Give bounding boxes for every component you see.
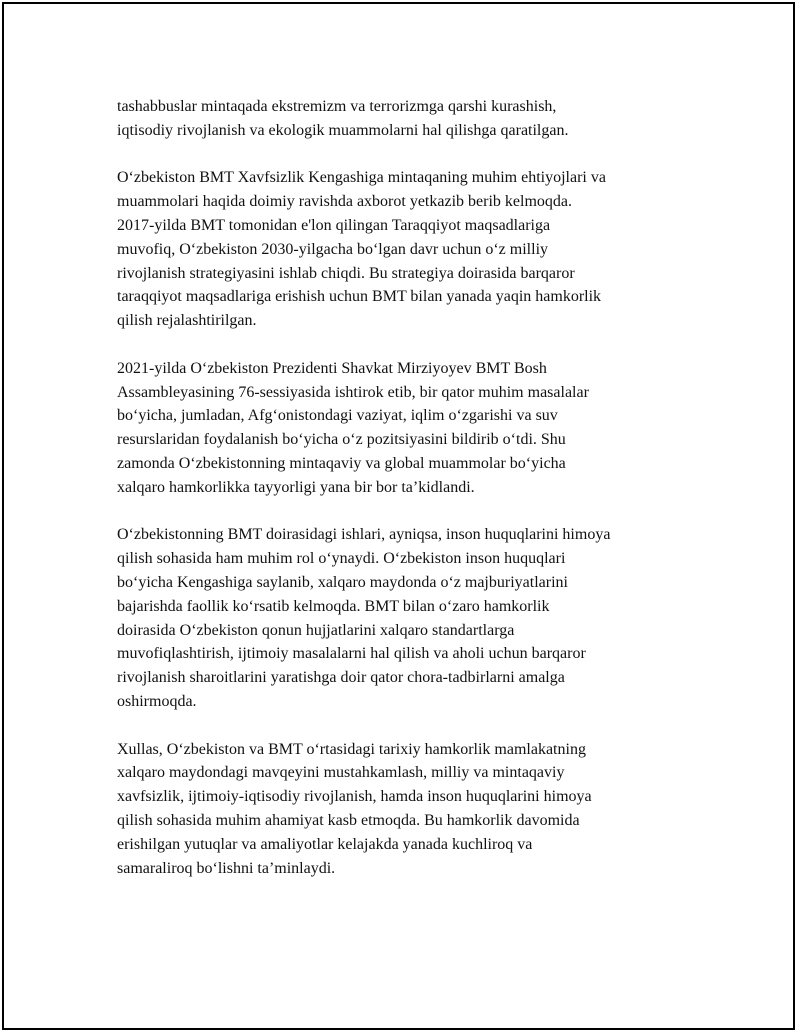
document-body	[117, 95, 692, 904]
text-line: muvofiqlashtirish, ijtimoiy masalalarni hal qilish va aholi uchun barqaror	[117, 645, 586, 663]
text-line: doirasida O‘zbekiston qonun hujjatlarini xalqaro standartlarga	[117, 621, 515, 639]
text-line: muammolari haqida doimiy ravishda axborot yetkazib berib kelmoqda.	[117, 193, 572, 211]
text-line: qilish rejalashtirilgan.	[117, 312, 257, 330]
paragraph-2	[117, 166, 692, 333]
text-line: bo‘yicha Kengashiga saylanib, xalqaro maydonda o‘z majburiyatlarini	[117, 573, 568, 591]
text-line: rivojlanish strategiyasini ishlab chiqdi. Bu strategiya doirasida barqaror	[117, 264, 575, 282]
text-line: resurslaridan foydalanish bo‘yicha o‘z pozitsiyasini bildirib o‘tdi. Shu	[117, 431, 566, 449]
text-line: xalqaro maydondagi mavqeyini mustahkamlash, milliy va mintaqaviy	[117, 764, 565, 782]
text-line: tashabbuslar mintaqada ekstremizm va terrorizmga qarshi kurashish,	[117, 98, 557, 115]
text-line: O‘zbekistonning BMT doirasidagi ishlari, ayniqsa, inson huquqlarini himoya	[117, 526, 611, 544]
text-line: bo‘yicha, jumladan, Afg‘onistondagi vaziyat, iqlim o‘zgarishi va suv	[117, 407, 558, 425]
text-line: xavfsizlik, ijtimoiy-iqtisodiy rivojlanish, hamda inson huquqlarini himoya	[117, 788, 592, 806]
text-line: 2017-yilda BMT tomonidan e'lon qilingan Taraqqiyot maqsadlariga	[117, 216, 551, 234]
text-line: qilish sohasida muhim ahamiyat kasb etmoqda. Bu hamkorlik davomida	[117, 811, 580, 829]
text-line: Xullas, O‘zbekiston va BMT o‘rtasidagi tarixiy hamkorlik mamlakatning	[117, 740, 586, 758]
paragraph-4	[117, 523, 692, 713]
text-line: O‘zbekiston BMT Xavfsizlik Kengashiga mintaqaning muhim ehtiyojlari va	[117, 169, 606, 187]
text-line: iqtisodiy rivojlanish va ekologik muammolarni hal qilishga qaratilgan.	[117, 121, 569, 139]
text-line: xalqaro hamkorlikka tayyorligi yana bir bor ta’kidlandi.	[117, 478, 475, 496]
text-line: 2021-yilda O‘zbekiston Prezidenti Shavkat Mirziyoyev BMT Bosh	[117, 359, 547, 377]
text-line: oshirmoqda.	[117, 692, 197, 710]
text-line: qilish sohasida ham muhim rol o‘ynaydi. O‘zbekiston inson huquqlari	[117, 550, 566, 568]
paragraph-3	[117, 357, 692, 500]
text-line: Assambleyasining 76-sessiyasida ishtirok etib, bir qator muhim masalalar	[117, 383, 589, 401]
text-line: taraqqiyot maqsadlariga erishish uchun BMT bilan yanada yaqin hamkorlik	[117, 288, 602, 306]
paragraph-1	[117, 95, 692, 143]
paragraph-5	[117, 738, 692, 881]
text-line: samaraliroq bo‘lishni ta’minlaydi.	[117, 859, 336, 877]
text-line: erishilgan yutuqlar va amaliyotlar kelajakda yanada kuchliroq va	[117, 835, 533, 853]
text-line: zamonda O‘zbekistonning mintaqaviy va global muammolar bo‘yicha	[117, 454, 566, 472]
text-line: muvofiq, O‘zbekiston 2030-yilgacha bo‘lgan davr uchun o‘z milliy	[117, 240, 549, 258]
text-line: rivojlanish sharoitlarini yaratishga doir qator chora-tadbirlarni amalga	[117, 669, 565, 687]
text-line: bajarishda faollik ko‘rsatib kelmoqda. BMT bilan o‘zaro hamkorlik	[117, 597, 550, 615]
